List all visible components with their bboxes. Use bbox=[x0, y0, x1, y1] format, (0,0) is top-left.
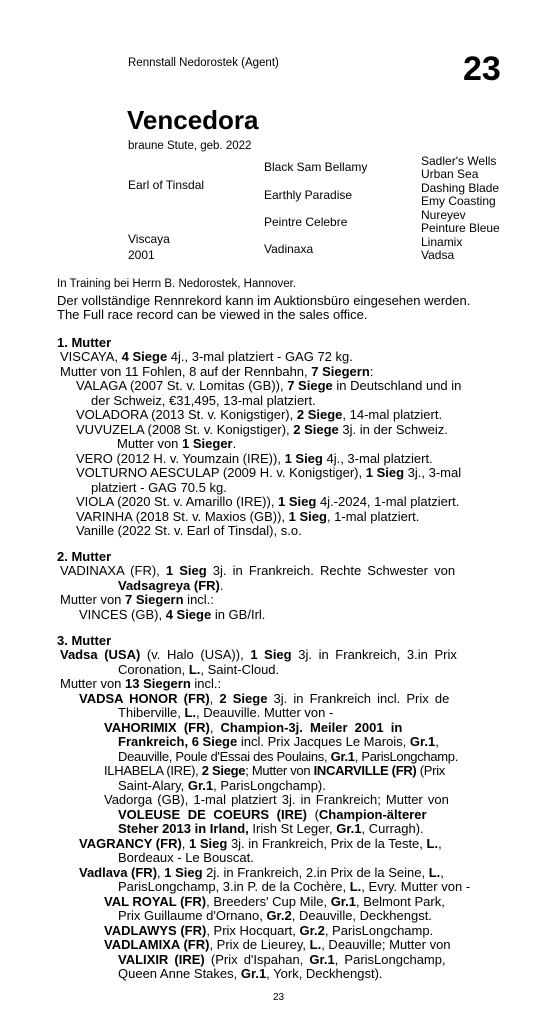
produce-summary: Mutter von 11 Fohlen, 8 auf der Rennbahn, 7 Siegern: bbox=[60, 364, 374, 379]
produce-entry-cont: der Schweiz, €31,495, 13-mal platziert. bbox=[91, 393, 316, 408]
pedigree-gen2: Peintre Celebre bbox=[264, 215, 348, 229]
section-title: 2. Mutter bbox=[57, 549, 112, 564]
produce-entry-cont: Bordeaux - Le Bouscat. bbox=[118, 850, 254, 865]
produce-summary: Mutter von 7 Siegern incl.: bbox=[60, 592, 214, 607]
produce-entry-cont: VOLEUSE DE COEURS (IRE) (Champion-älterer bbox=[118, 807, 427, 822]
produce-entry: VAL ROYAL (FR), Breeders' Cup Mile, Gr.1, Belmont Park, bbox=[104, 894, 445, 909]
horse-name: Vencedora bbox=[127, 105, 259, 135]
produce-entry-cont: Mutter von 1 Sieger. bbox=[117, 436, 237, 451]
dam-record-cont: Vadsagreya (FR). bbox=[118, 578, 224, 593]
dam-record: VADINAXA (FR), 1 Sieg 3j. in Frankreich. Rechte Schwester von bbox=[60, 563, 456, 578]
dam-record-cont: Coronation, L., Saint-Cloud. bbox=[118, 662, 280, 677]
produce-entry: VUVUZELA (2008 St. v. Konigstiger), 2 Siege 3j. in der Schweiz. bbox=[76, 422, 448, 437]
produce-entry: VADLAWYS (FR), Prix Hocquart, Gr.2, ParisLongchamp. bbox=[104, 923, 434, 938]
produce-entry: Vadorga (GB), 1-mal platziert 3j. in Frankreich; Mutter von bbox=[104, 792, 449, 807]
produce-entry-cont: Thiberville, L., Deauville. Mutter von - bbox=[118, 705, 334, 720]
section-title: 3. Mutter bbox=[57, 633, 112, 648]
produce-entry-cont: Steher 2013 in Irland, Irish St Leger, Gr.1, Curragh). bbox=[118, 821, 424, 836]
produce-entry: VOLADORA (2013 St. v. Konigstiger), 2 Siege, 14-mal platziert. bbox=[76, 407, 443, 422]
produce-entry-cont: Deauville, Poule d'Essai des Poulains, Gr.1, ParisLongchamp. bbox=[118, 749, 459, 764]
produce-entry-cont: VALIXIR (IRE) (Prix d'Ispahan, Gr.1, ParisLongchamp, bbox=[118, 952, 446, 967]
produce-entry: VAGRANCY (FR), 1 Sieg 3j. in Frankreich, Prix de la Teste, L., bbox=[79, 836, 442, 851]
produce-entry-cont: platziert - GAG 70.5 kg. bbox=[91, 480, 227, 495]
produce-entry-cont: Prix Guillaume d'Ornano, Gr.2, Deauville, Deckhengst. bbox=[118, 908, 432, 923]
notice-de: Der vollständige Rennrekord kann im Auktionsbüro eingesehen werden. bbox=[57, 293, 471, 308]
pedigree-dam: Viscaya bbox=[128, 232, 170, 246]
produce-entry-cont: ParisLongchamp, 3.in P. de la Cochère, L., Evry. Mutter von - bbox=[118, 879, 471, 894]
horse-description: braune Stute, geb. 2022 bbox=[128, 140, 252, 152]
pedigree-gen3: Emy Coasting bbox=[421, 194, 496, 208]
pedigree-gen3: Vadsa bbox=[421, 248, 455, 262]
produce-entry-cont: Queen Anne Stakes, Gr.1, York, Deckhengst). bbox=[118, 966, 383, 981]
produce-entry: VADLAMIXA (FR), Prix de Lieurey, L., Deauville; Mutter von bbox=[104, 937, 451, 952]
produce-entry: VADSA HONOR (FR), 2 Siege 3j. in Frankreich incl. Prix de bbox=[79, 691, 450, 706]
produce-entry: VIOLA (2020 St. v. Amarillo (IRE)), 1 Sieg 4j.-2024, 1-mal platziert. bbox=[76, 494, 460, 509]
consignor: Rennstall Nedorostek (Agent) bbox=[128, 57, 279, 69]
pedigree-gen3: Urban Sea bbox=[421, 167, 479, 181]
produce-entry-cont: Frankreich, 6 Siege incl. Prix Jacques Le Marois, Gr.1, bbox=[118, 734, 439, 749]
produce-entry-cont: Saint-Alary, Gr.1, ParisLongchamp). bbox=[118, 778, 326, 793]
pedigree-gen3: Peinture Bleue bbox=[421, 221, 500, 235]
produce-entry: Vanille (2022 St. v. Earl of Tinsdal), s.o. bbox=[76, 523, 302, 538]
section-title: 1. Mutter bbox=[57, 335, 112, 350]
dam-record: VISCAYA, 4 Siege 4j., 3-mal platziert - GAG 72 kg. bbox=[60, 349, 353, 364]
produce-entry: VINCES (GB), 4 Siege in GB/Irl. bbox=[79, 607, 266, 622]
pedigree-gen2: Vadinaxa bbox=[264, 242, 314, 256]
pedigree-gen3: Sadler's Wells bbox=[421, 154, 497, 168]
notice-en: The Full race record can be viewed in the sales office. bbox=[57, 307, 368, 322]
produce-entry: VAHORIMIX (FR), Champion-3j. Meiler 2001 in bbox=[104, 720, 403, 735]
produce-entry: VALAGA (2007 St. v. Lomitas (GB)), 7 Siege in Deutschland und in bbox=[76, 378, 462, 393]
pedigree-gen3: Nureyev bbox=[421, 208, 466, 222]
dam-record: Vadsa (USA) (v. Halo (USA)), 1 Sieg 3j. in Frankreich, 3.in Prix bbox=[60, 647, 457, 662]
pedigree-gen2: Black Sam Bellamy bbox=[264, 160, 368, 174]
pedigree-gen3: Dashing Blade bbox=[421, 181, 500, 195]
pedigree-dam-year: 2001 bbox=[128, 248, 155, 262]
produce-entry: Vadlava (FR), 1 Sieg 2j. in Frankreich, 2.in Prix de la Seine, L., bbox=[79, 865, 444, 880]
produce-entry: ILHABELA (IRE), 2 Siege; Mutter von INCARVILLE (FR) (Prix bbox=[104, 763, 445, 778]
produce-entry: VARINHA (2018 St. v. Maxios (GB)), 1 Sieg, 1-mal platziert. bbox=[76, 509, 420, 524]
pedigree-gen2: Earthly Paradise bbox=[264, 188, 353, 202]
produce-entry: VOLTURNO AESCULAP (2009 H. v. Konigstiger), 1 Sieg 3j., 3-mal bbox=[76, 465, 462, 480]
pedigree-gen3: Linamix bbox=[421, 235, 463, 249]
produce-entry: VERO (2012 H. v. Youmzain (IRE)), 1 Sieg 4j., 3-mal platziert. bbox=[76, 451, 433, 466]
training-info: In Training bei Herrn B. Nedorostek, Hannover. bbox=[57, 278, 297, 290]
page-number: 23 bbox=[273, 992, 285, 1003]
produce-summary: Mutter von 13 Siegern incl.: bbox=[60, 676, 222, 691]
pedigree-sire: Earl of Tinsdal bbox=[128, 178, 205, 192]
lot-number: 23 bbox=[463, 50, 501, 88]
